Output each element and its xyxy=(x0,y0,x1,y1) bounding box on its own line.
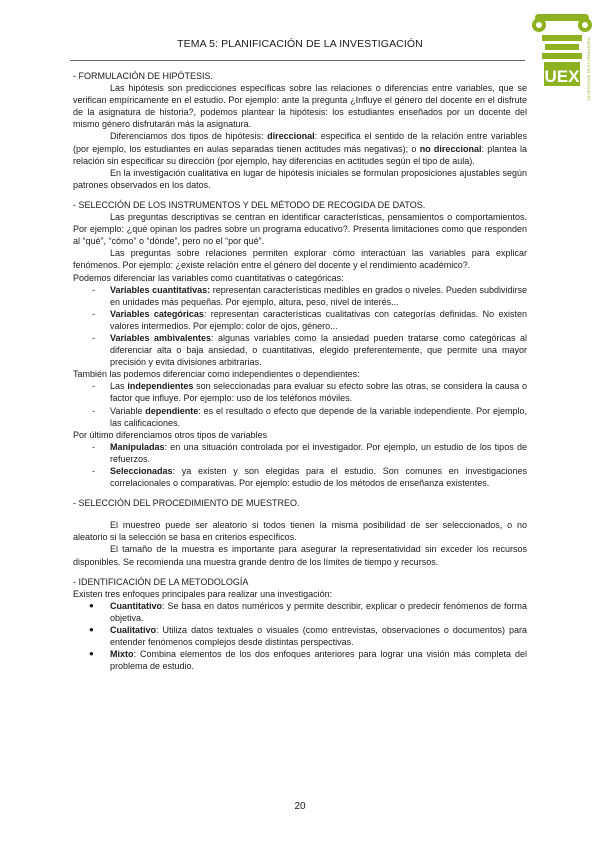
list-item: - Seleccionadas: ya existen y son elegidas para el estudio. Son comunes en investigaciones correlacionales o comparativas. Por ejemplo: estudio de los métodos de enseñanza existentes. xyxy=(73,465,527,489)
list-intro: Existen tres enfoques principales para realizar una investigación: xyxy=(73,588,333,599)
paragraph: En la investigación cualitativa en lugar de hipótesis iniciales se formulan proposiciones ajustables según patrones observados en los datos. xyxy=(73,167,527,190)
approaches-list xyxy=(73,600,527,673)
paragraph: Las hipótesis son predicciones específicas sobre las relaciones o diferencias entre variables, que se verifican empíricamente en el estudio. Por ejemplo: ante la pregunta ¿Influye el género del docente en el disfrute de la asignatura de historia?, podemos plantear la hipótesis: los estudiantes enseñados por un docente del mismo género disfrutarán más la asignatura. xyxy=(73,83,527,130)
dependency-list xyxy=(73,380,527,428)
logo-caption: UNIVERSIDAD DE EXTREMADURA xyxy=(587,37,591,101)
page-header-title: TEMA 5: PLANIFICACIÓN DE LA INVESTIGACIÓN xyxy=(177,38,423,50)
list-item: - Variables categóricas: representan características cualitativas con categorías definidas. No existen valores intermedios. Por ejemplo: color de ojos, género... xyxy=(73,308,527,332)
list-intro: También las podemos diferenciar como independientes o dependientes: xyxy=(73,369,360,380)
page-number: 20 xyxy=(294,801,306,812)
list-item: ● Cualitativo: Utiliza datos textuales o visuales (como entrevistas, observaciones o documentos) para entender fenómenos complejos desde distintas perspectivas. xyxy=(73,624,527,648)
variable-types-list xyxy=(73,284,527,369)
logo-band-1 xyxy=(542,35,582,41)
list-intro: Podemos diferenciar las variables como cuantitativas o categóricas: xyxy=(73,272,344,283)
list-item: ● Mixto: Combina elementos de los dos enfoques anteriores para lograr una visión más completa del problema de estudio. xyxy=(73,648,527,672)
list-item: ● Cuantitativo: Se basa en datos numéricos y permite describir, explicar o predecir fenómenos de forma objetiva. xyxy=(73,600,527,624)
logo-band-3 xyxy=(542,53,582,59)
document-body xyxy=(73,70,527,672)
section-heading: - SELECCIÓN DEL PROCEDIMIENTO DE MUESTREO. xyxy=(73,498,300,509)
list-item: - Manipuladas: en una situación controlada por el investigador. Por ejemplo, un estudio de los tipos de refuerzos. xyxy=(73,441,527,465)
header-divider xyxy=(70,60,525,61)
list-item: - Las independientes son seleccionadas para evaluar su efecto sobre las otras, se considera la causa o factor que influye. Por ejemplo: uso de los teléfonos móviles. xyxy=(73,380,527,404)
list-item: - Variables cuantitativas: representan características medibles en grados o niveles. Pueden subdividirse en unidades más pequeñas. Por ejemplo, altura, peso, nivel de interés... xyxy=(73,284,527,308)
paragraph: Las preguntas sobre relaciones permiten explorar cómo interactúan las variables para explicar fenómenos. Por ejemplo: ¿existe relación entre el género del docente y el rendimiento académico?. xyxy=(73,248,527,271)
list-item: - Variables ambivalentes: algunas variables como la ansiedad pueden tratarse como categóricas al diferenciar alta o baja ansiedad, o cuantitativas, elegido preferentemente, que permite una mayor precisión y evita divisiones arbitrarias. xyxy=(73,332,527,368)
paragraph: Diferenciamos dos tipos de hipótesis: direccional: especifica el sentido de la relación entre variables (por ejemplo, los estudiantes en aulas separadas tienen actitudes más negativas); o no direccional: plantea la relación sin especificar su dirección (por ejemplo, hay diferencias en actitudes según el tipo de aula). xyxy=(73,131,528,166)
paragraph: El muestreo puede ser aleatorio si todos tienen la misma posibilidad de ser seleccionados, o no aleatorio si la selección se basa en criterios específicos. xyxy=(73,520,527,543)
section-heading: - IDENTIFICACIÓN DE LA METODOLOGÍA xyxy=(73,576,249,587)
list-intro: Por último diferenciamos otros tipos de variables xyxy=(73,429,268,440)
section-heading: - FORMULACIÓN DE HIPÓTESIS. xyxy=(73,71,214,81)
paragraph: El tamaño de la muestra es importante para asegurar la representatividad sin exceder los recursos disponibles. Se recomienda una muestra grande dentro de los límites de tiempo y recursos. xyxy=(73,544,527,567)
list-item: - Variable dependiente: es el resultado o efecto que depende de la variable independiente. Por ejemplo, las calificaciones. xyxy=(73,405,527,429)
uex-logo xyxy=(530,8,594,102)
other-variables-list xyxy=(73,441,527,489)
section-heading: - SELECCIÓN DE LOS INSTRUMENTOS Y DEL MÉTODO DE RECOGIDA DE DATOS. xyxy=(73,199,426,210)
logo-band-2 xyxy=(545,44,579,50)
logo-letters: UEX xyxy=(544,67,580,86)
paragraph: Las preguntas descriptivas se centran en identificar características, pensamientos o comportamientos. Por ejemplo: ¿qué opinan los padres sobre un programa educativo?. Presenta limitaciones como que responden al “qué”, “cómo” o “dónde”, pero no el “por qué”. xyxy=(73,212,527,247)
